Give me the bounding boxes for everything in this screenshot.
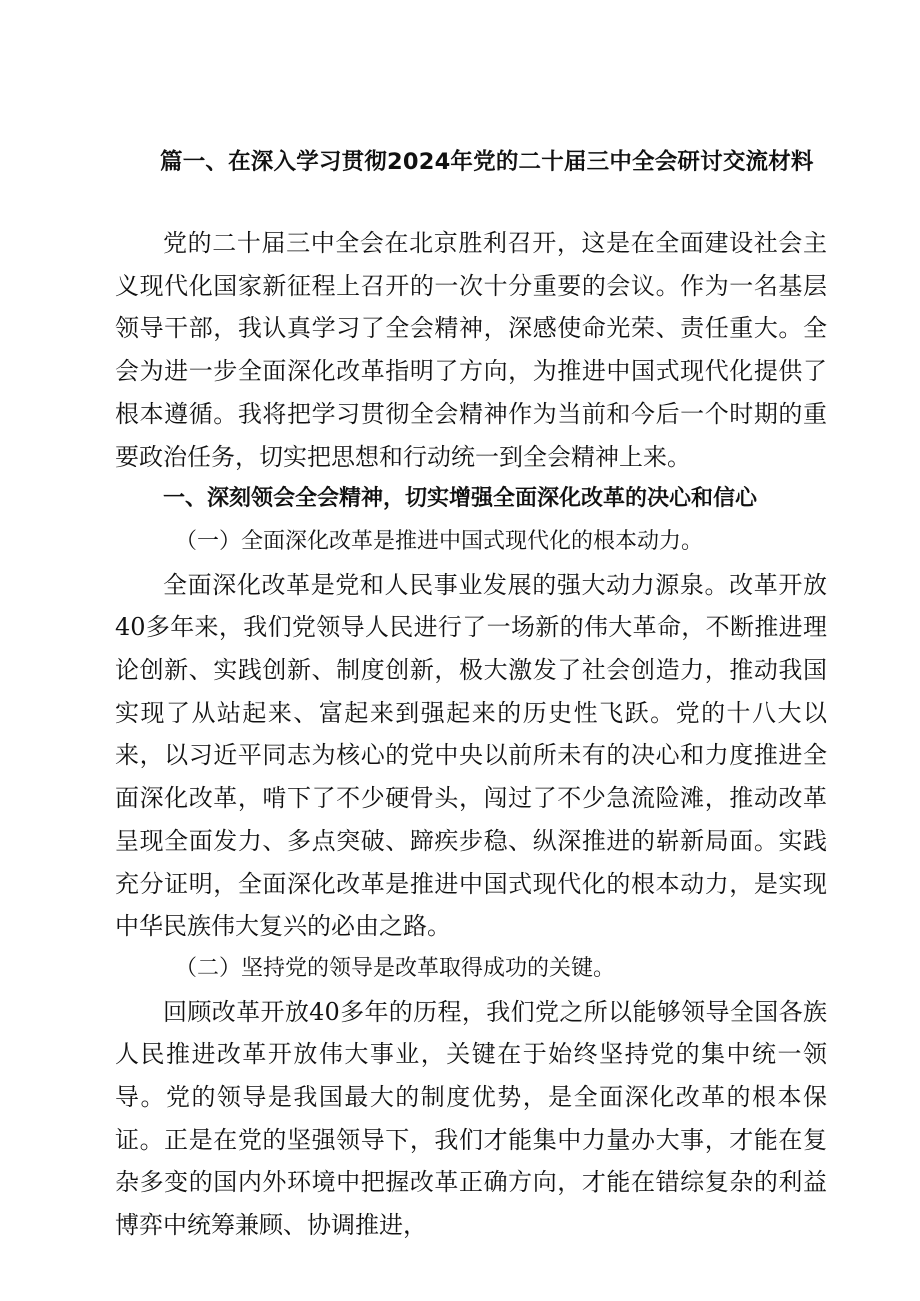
subsection-heading: （二）坚持党的领导是改革取得成功的关键。	[175, 955, 616, 981]
document-title: 篇一、在深入学习贯彻2024年党的二十届三中全会研讨交流材料	[160, 149, 814, 175]
intro-paragraph: 党的二十届三中全会在北京胜利召开，这是在全面建设社会主义现代化国家新征程上召开的一次十分重要的会议。作为一名基层领导干部，我认真学习了全会精神，深感使命光荣、责任重大。全会为进一步全面深化改革指明了方向，为推进中国式现代化提供了根本遵循。我将把学习贯彻全会精神作为当前和今后一个时期的重要政治任务，切实把思想和行动统一到全会精神上来。	[115, 229, 827, 471]
section-heading: 一、深刻领会全会精神，切实增强全面深化改革的决心和信心	[163, 486, 758, 512]
body-paragraph: 全面深化改革是党和人民事业发展的强大动力源泉。改革开放40多年来，我们党领导人民进行了一场新的伟大革命，不断推进理论创新、实践创新、制度创新，极大激发了社会创造力，推动我国实现了从站起来、富起来到强起来的历史性飞跃。党的十八大以来，以习近平同志为核心的党中央以前所未有的决心和力度推进全面深化改革，啃下了不少硬骨头，闯过了不少急流险滩，推动改革呈现全面发力、多点突破、蹄疾步稳、纵深推进的崭新局面。实践充分证明，全面深化改革是推进中国式现代化的根本动力，是实现中华民族伟大复兴的必由之路。	[115, 570, 827, 941]
subsection-heading: （一）全面深化改革是推进中国式现代化的根本动力。	[175, 528, 704, 554]
body-paragraph: 回顾改革开放40多年的历程，我们党之所以能够领导全国各族人民推进改革开放伟大事业，关键在于始终坚持党的集中统一领导。党的领导是我国最大的制度优势，是全面深化改革的根本保证。正是在党的坚强领导下，我们才能集中力量办大事，才能在复杂多变的国内外环境中把握改革正确方向，才能在错综复杂的利益博弈中统筹兼顾、协调推进，	[115, 997, 827, 1240]
document-body	[115, 222, 827, 1247]
